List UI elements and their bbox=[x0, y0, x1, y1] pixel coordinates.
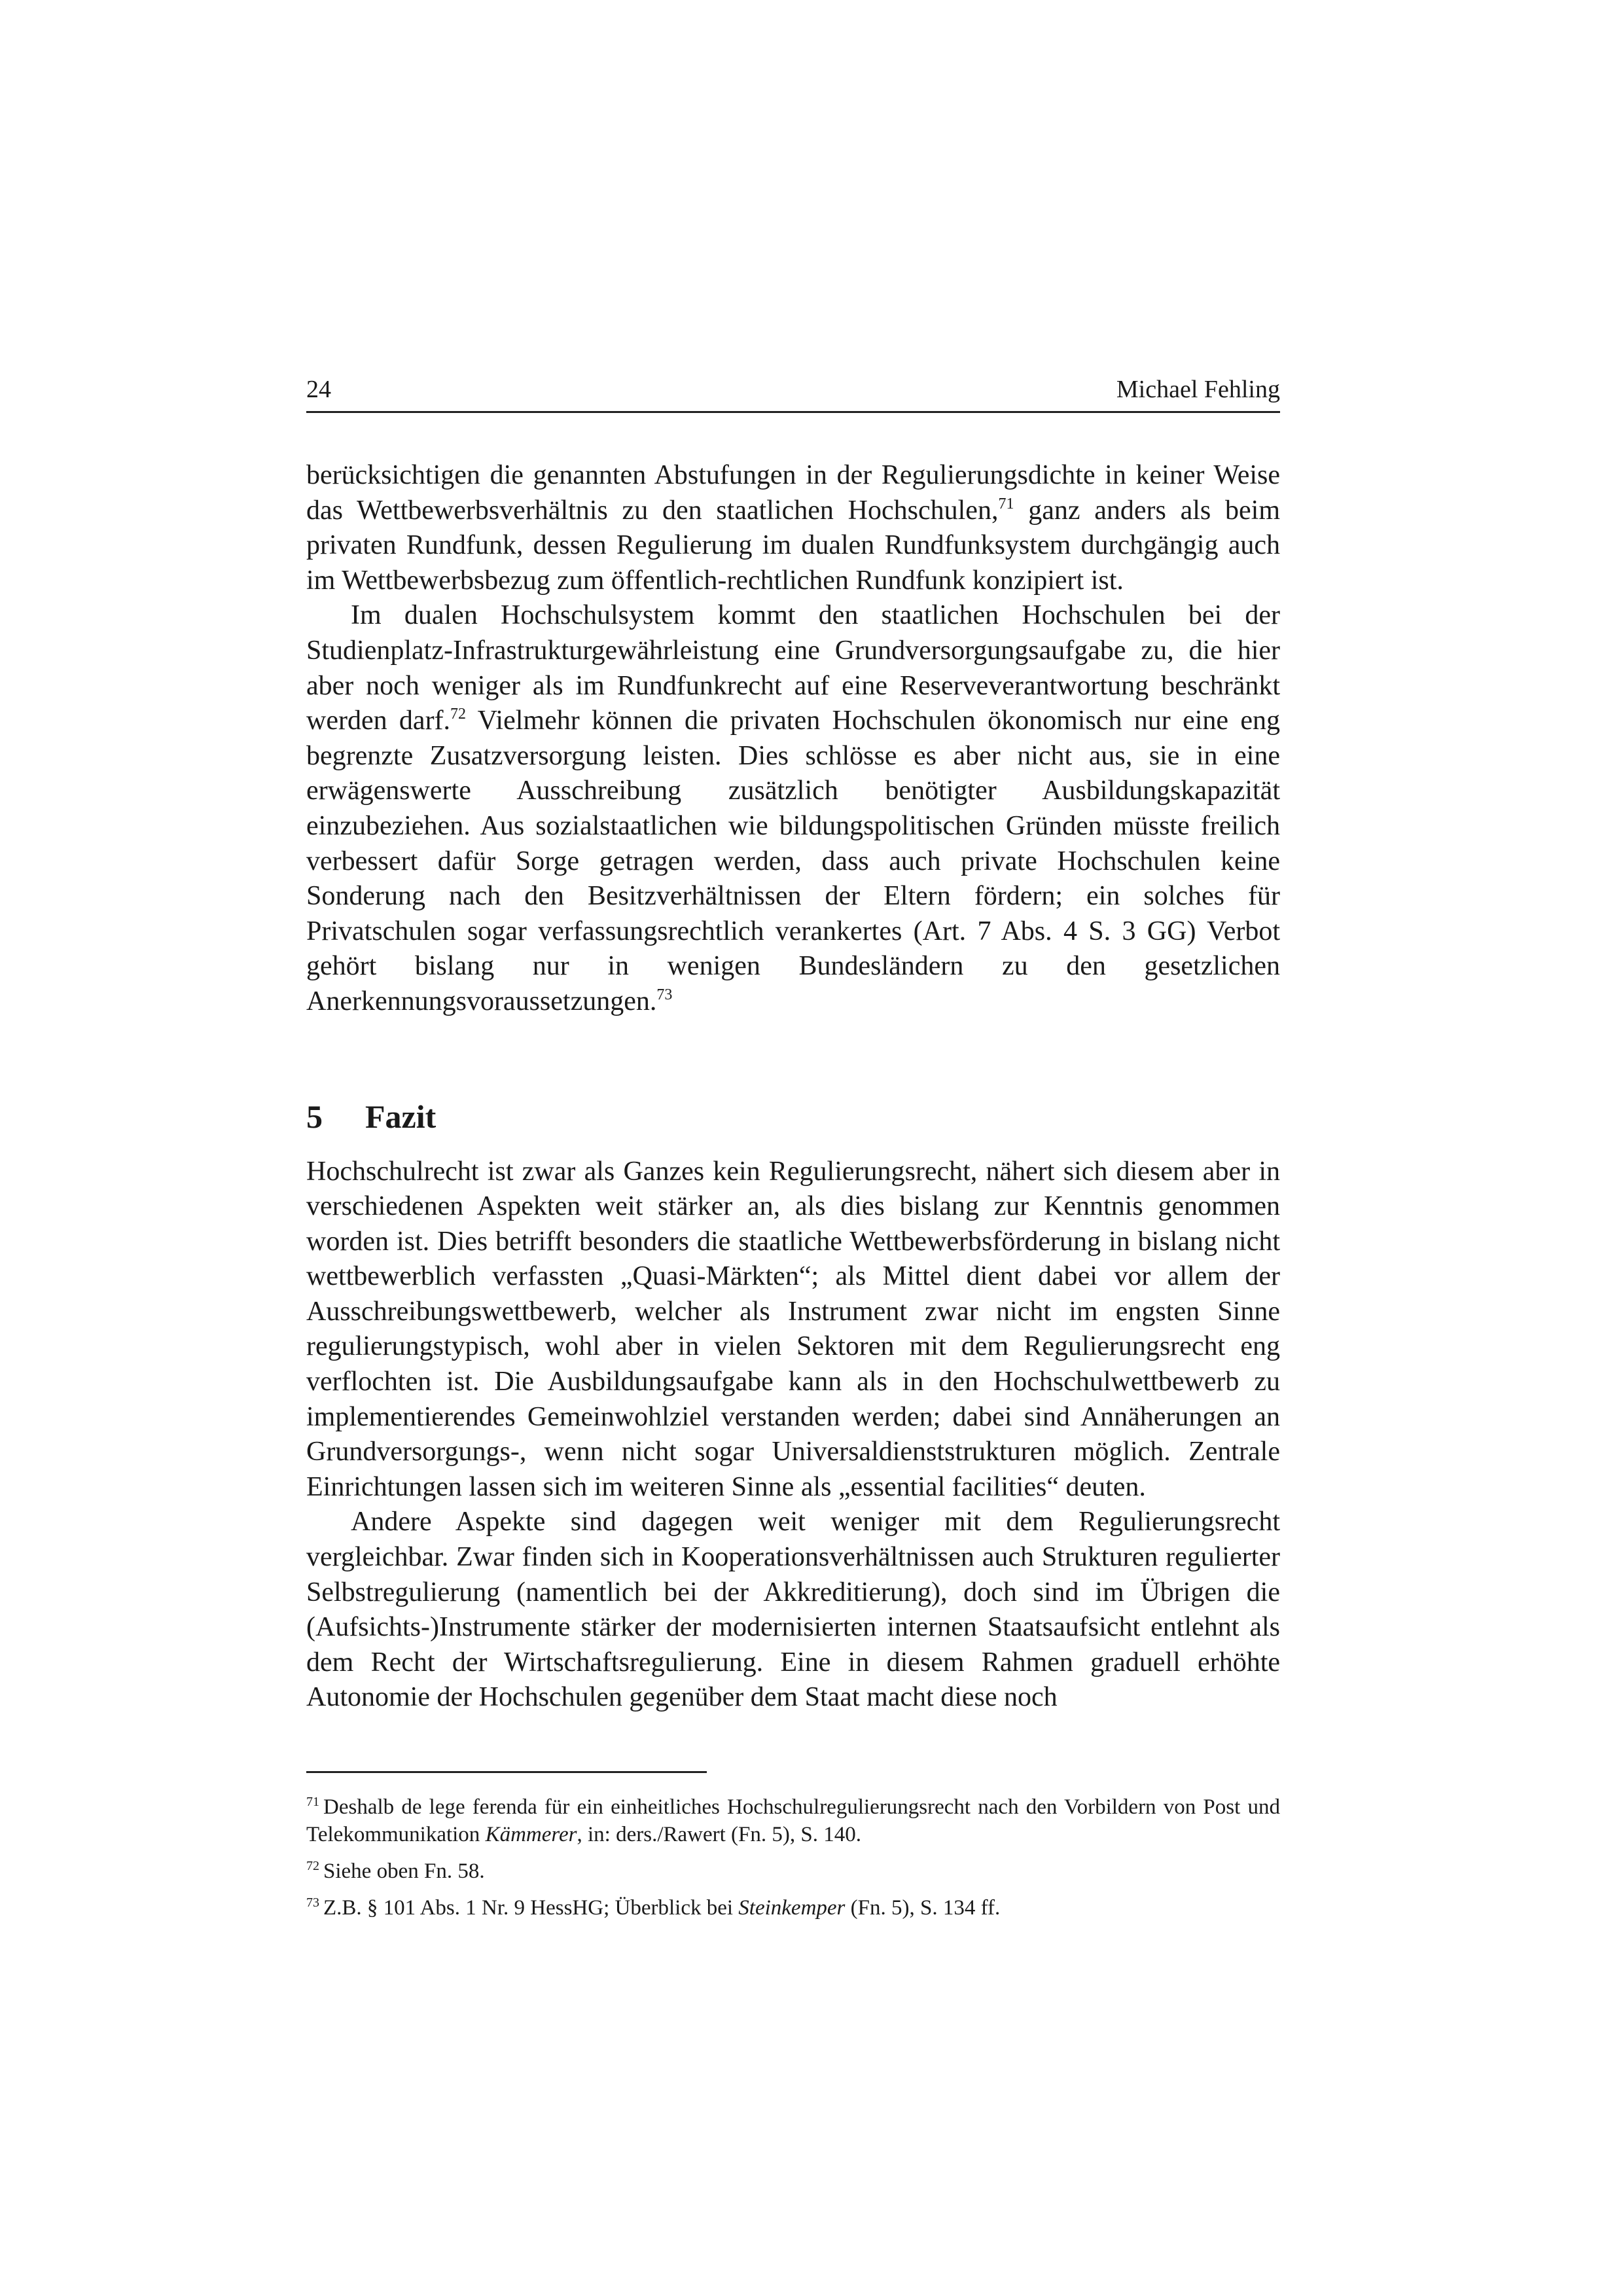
paragraph-fazit-2: Andere Aspekte sind dagegen weit weniger mit dem Regulierungsrecht vergleichbar. Zwar finden sich in Kooperationsverhältnissen auch Strukturen regulierter Selbstregulierung (namentlich bei der Akkreditierung), doch sind im Übrigen die (Aufsichts-)Instrumente stärker der modernisierten internen Staatsaufsicht entlehnt als dem Recht der Wirtschaftsregulierung. Eine in diesem Rahmen graduell erhöhte Autonomie der Hochschulen gegenüber dem Staat macht diese noch bbox=[306, 1507, 1280, 1713]
running-header-author: Michael Fehling bbox=[1116, 376, 1280, 403]
paragraph-text: berücksichtigen die genannten Abstufungen in der Regulierungsdichte in keiner Weise das Wettbewerbsverhältnis zu den staatlichen Hochschulen, bbox=[306, 460, 1280, 526]
footnote-72 bbox=[306, 1857, 1280, 1885]
footnote-ref-71[interactable]: 71 bbox=[998, 495, 1014, 512]
section-heading bbox=[306, 1097, 1280, 1136]
paragraph-text: Im dualen Hochschulsystem kommt den staatlichen Hochschulen bei der Studienplatz-Infrastrukturgewährleistung eine Grundversorgungsaufgabe zu, die hier aber noch weniger als im Rundfunkrecht auf eine Reserveverantwortung beschränkt werden darf. bbox=[306, 600, 1280, 736]
paragraph-dual-system bbox=[306, 598, 1280, 1019]
footnote-number: 71 bbox=[306, 1795, 319, 1809]
footnote-text: Deshalb de lege ferenda für ein einheitliches Hochschulregulierungsrecht nach den Vorbildern von Post und Telekommunikation bbox=[306, 1795, 1280, 1846]
section-number: 5 bbox=[306, 1098, 323, 1135]
cited-author: Steinkemper bbox=[738, 1896, 846, 1920]
footnote-number: 73 bbox=[306, 1895, 319, 1910]
paragraph-text: ganz anders als beim privaten Rundfunk, dessen Regulierung im dualen Rundfunksystem durchgängig auch im Wettbewerbsbezug zum öffentlich-rechtlichen Rundfunk konzipiert ist. bbox=[306, 495, 1280, 596]
footnote-text: Z.B. § 101 Abs. 1 Nr. 9 HessHG; Überblick bei bbox=[323, 1896, 739, 1920]
paragraph-fazit-1: Hochschulrecht ist zwar als Ganzes kein Regulierungsrecht, nähert sich diesem aber in verschiedenen Aspekten weit stärker an, als dies bislang zur Kenntnis genommen worden ist. Dies betrifft besonders die staatliche Wettbewerbsförderung in bislang nicht wettbewerblich verfassten „Quasi-Märkten“; als Mittel dient dabei vor allem der Ausschreibungswettbewerb, welcher als Instrument zwar nicht im engsten Sinne regulierungstypisch, wohl aber in vielen Sektoren mit dem Regulierungsrecht eng verflochten ist. Die Ausbildungsaufgabe kann als in den Hochschulwettbewerb zu implementierendes Gemeinwohlziel verstanden werden; dabei sind Annäherungen an Grundversorgungs-, wenn nicht sogar Universaldienststrukturen möglich. Zentrale Einrichtungen lassen sich im weiteren Sinne als „essential facilities“ deuten. bbox=[306, 1156, 1280, 1502]
paragraph-continued bbox=[306, 458, 1280, 598]
footnote-separator bbox=[306, 1771, 707, 1773]
footnote-ref-72[interactable]: 72 bbox=[450, 706, 467, 723]
page-number: 24 bbox=[306, 376, 331, 403]
footnote-71 bbox=[306, 1793, 1280, 1848]
paragraph-text: Vielmehr können die privaten Hochschulen ökonomisch nur eine eng begrenzte Zusatzversorgung leisten. Dies schlösse es aber nicht aus, sie in eine erwägenswerte Ausschreibung zusätzlich benötigter Ausbildungskapazität einzubeziehen. Aus sozialstaatlichen wie bildungspolitischen Gründen müsste freilich verbessert dafür Sorge getragen werden, dass auch private Hochschulen keine Sonderung nach den Besitzverhältnissen der Eltern fördern; ein solches für Privatschulen sogar verfassungsrechtlich verankertes (Art. 7 Abs. 4 S. 3 GG) Verbot gehört bislang nur in wenigen Bundesländern zu den gesetzlichen Anerkennungsvoraussetzungen. bbox=[306, 706, 1281, 1016]
section-title: Fazit bbox=[365, 1098, 437, 1135]
footnotes bbox=[306, 1793, 1280, 1931]
body-text bbox=[306, 458, 1280, 1715]
running-header bbox=[306, 373, 1280, 413]
cited-author: Kämmerer bbox=[485, 1823, 577, 1846]
footnote-text: , in: ders./Rawert (Fn. 5), S. 140. bbox=[577, 1823, 861, 1846]
footnote-text: (Fn. 5), S. 134 ff. bbox=[845, 1896, 1001, 1920]
footnote-ref-73[interactable]: 73 bbox=[656, 986, 673, 1003]
footnote-number: 72 bbox=[306, 1859, 319, 1873]
footnote-73 bbox=[306, 1894, 1280, 1922]
footnote-text: Siehe oben Fn. 58. bbox=[323, 1859, 485, 1883]
